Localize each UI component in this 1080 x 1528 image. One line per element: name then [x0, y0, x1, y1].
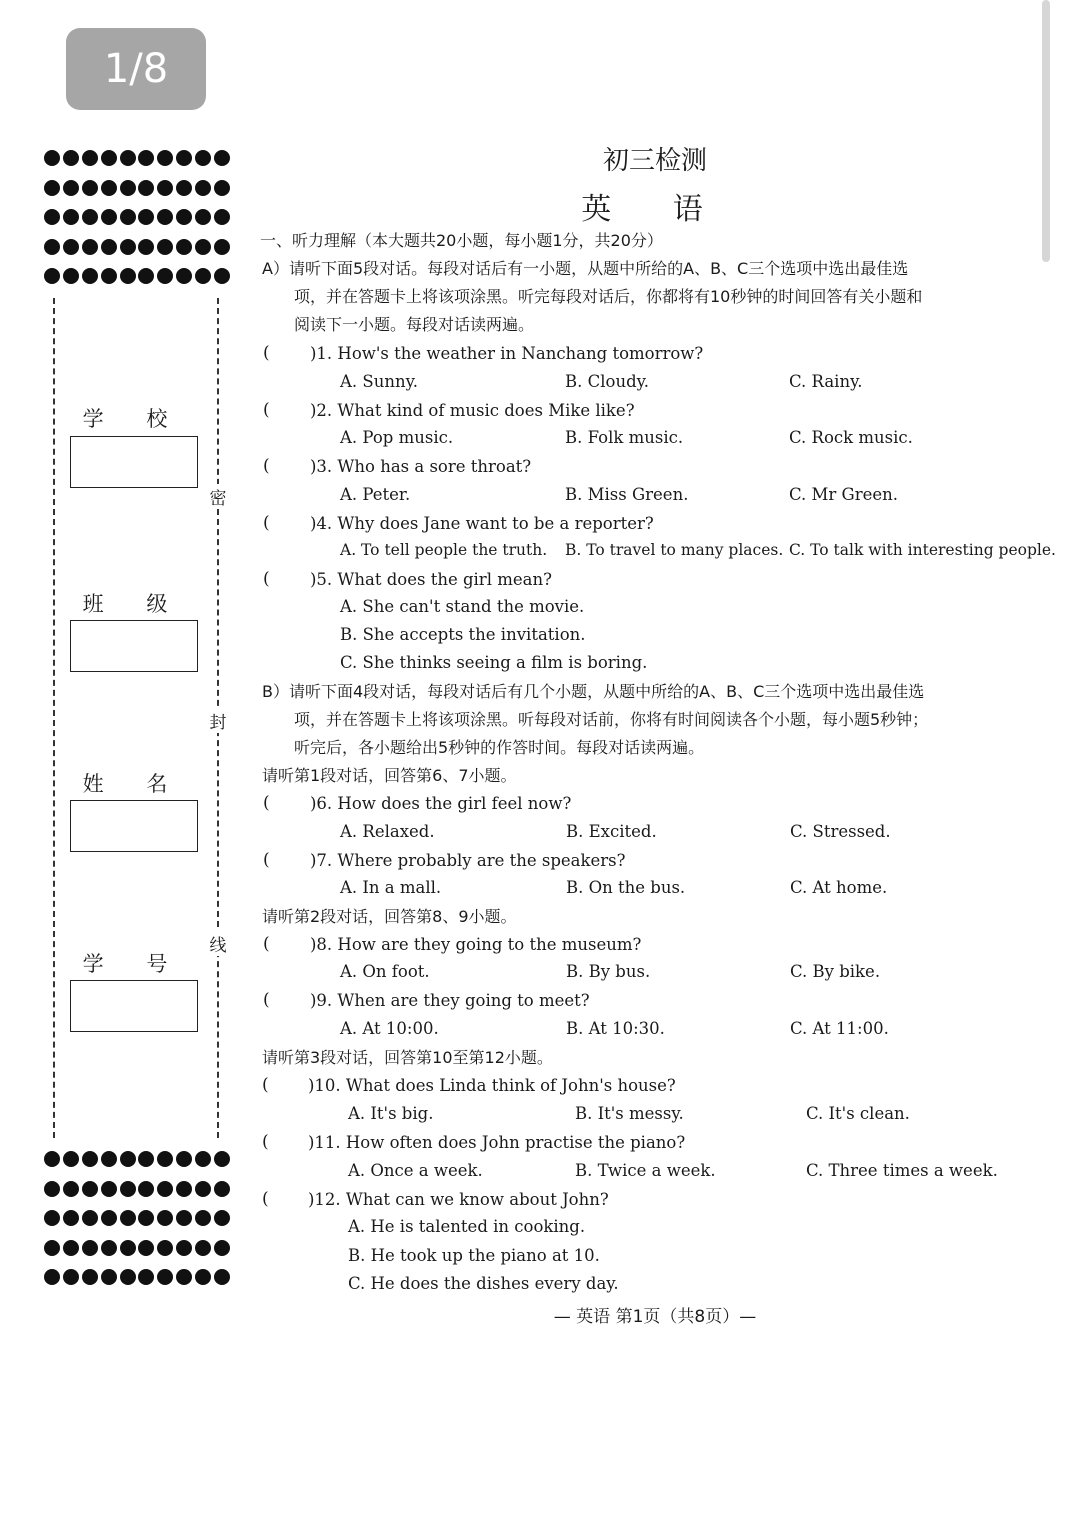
question-1-stem: )1. How's the weather in Nanchang tomorrow? [310, 344, 704, 363]
question-9-option-a: A. At 10:00. [340, 1019, 439, 1038]
binding-dots-top [44, 150, 230, 298]
question-5-option-a: A. She can't stand the movie. [340, 597, 585, 616]
question-9-option-c: C. At 11:00. [790, 1019, 889, 1038]
question-6-option-c: C. Stressed. [790, 822, 891, 841]
question-11-stem: )11. How often does John practise the piano? [308, 1133, 686, 1152]
answer-paren: ( [263, 400, 270, 420]
question-5-stem: )5. What does the girl mean? [310, 570, 552, 589]
page-indicator-badge: 1/8 [66, 28, 206, 110]
part-a-instruction-2: 项，并在答题卡上将该项涂黑。听完每段对话后，你都将有10秒钟的时间回答有关小题和 [294, 287, 923, 306]
question-1-option-c: C. Rainy. [789, 372, 863, 391]
seal-char-feng: 封 [207, 708, 229, 733]
section-heading: 一、听力理解（本大题共20小题，每小题1分，共20分） [260, 231, 663, 250]
question-10-stem: )10. What does Linda think of John's house? [308, 1076, 676, 1095]
part-a-instruction-1: A）请听下面5段对话。每段对话后有一小题，从题中所给的A、B、C三个选项中选出最佳选 [262, 259, 909, 278]
question-2-option-b: B. Folk music. [565, 428, 684, 447]
question-8-option-b: B. By bus. [566, 962, 651, 981]
question-3-option-b: B. Miss Green. [565, 485, 689, 504]
part-a-instruction-3: 阅读下一小题。每段对话读两遍。 [294, 315, 535, 334]
question-9-option-b: B. At 10:30. [566, 1019, 665, 1038]
part-b-instruction-2: 项，并在答题卡上将该项涂黑。听每段对话前，你将有时间阅读各个小题，每小题5秒钟； [294, 710, 929, 729]
subject-title: 英 语 [581, 192, 729, 227]
seal-char-xian: 线 [207, 931, 229, 956]
class-label: 班 级 [82, 592, 186, 616]
school-label: 学 校 [82, 407, 186, 431]
question-7-option-a: A. In a mall. [340, 878, 442, 897]
question-7-option-b: B. On the bus. [566, 878, 686, 897]
question-12-option-c: C. He does the dishes every day. [348, 1274, 619, 1293]
answer-paren: ( [263, 513, 270, 533]
question-10-option-a: A. It's big. [348, 1104, 434, 1123]
question-4-option-b: B. To travel to many places. [565, 541, 784, 559]
question-1-option-b: B. Cloudy. [565, 372, 650, 391]
dialog-1-instruction: 请听第1段对话，回答第6、7小题。 [262, 766, 517, 785]
answer-paren: ( [262, 1189, 269, 1209]
question-6-stem: )6. How does the girl feel now? [310, 794, 572, 813]
answer-paren: ( [263, 569, 270, 589]
exam-title: 初三检测 [602, 146, 707, 176]
class-field[interactable] [70, 620, 198, 672]
question-11-option-c: C. Three times a week. [806, 1161, 998, 1180]
student-id-label: 学 号 [82, 952, 186, 976]
question-5-option-b: B. She accepts the invitation. [340, 625, 586, 644]
question-3-option-a: A. Peter. [340, 485, 411, 504]
student-id-field[interactable] [70, 980, 198, 1032]
answer-paren: ( [263, 990, 270, 1010]
school-field[interactable] [70, 436, 198, 488]
answer-paren: ( [263, 456, 270, 476]
dialog-2-instruction: 请听第2段对话，回答第8、9小题。 [262, 907, 517, 926]
question-12-option-a: A. He is talented in cooking. [348, 1217, 586, 1236]
question-8-option-c: C. By bike. [790, 962, 881, 981]
answer-paren: ( [263, 850, 270, 870]
question-10-option-c: C. It's clean. [806, 1104, 910, 1123]
binding-dashed-line-left [53, 298, 55, 1138]
question-6-option-a: A. Relaxed. [340, 822, 435, 841]
question-10-option-b: B. It's messy. [575, 1104, 684, 1123]
question-6-option-b: B. Excited. [566, 822, 657, 841]
answer-paren: ( [263, 934, 270, 954]
question-4-option-c: C. To talk with interesting people. [789, 541, 1056, 559]
question-8-option-a: A. On foot. [340, 962, 430, 981]
page-footer: — 英语 第1页（共8页）— [553, 1307, 757, 1327]
question-9-stem: )9. When are they going to meet? [310, 991, 590, 1010]
question-7-option-c: C. At home. [790, 878, 888, 897]
part-b-instruction-1: B）请听下面4段对话，每段对话后有几个小题，从题中所给的A、B、C三个选项中选出最佳选 [262, 682, 925, 701]
question-4-option-a: A. To tell people the truth. [340, 541, 548, 559]
name-label: 姓 名 [82, 772, 186, 796]
question-11-option-a: A. Once a week. [348, 1161, 483, 1180]
question-5-option-c: C. She thinks seeing a film is boring. [340, 653, 648, 672]
question-4-stem: )4. Why does Jane want to be a reporter? [310, 514, 654, 533]
answer-paren: ( [263, 343, 270, 363]
question-2-option-a: A. Pop music. [340, 428, 454, 447]
question-1-option-a: A. Sunny. [340, 372, 418, 391]
question-3-option-c: C. Mr Green. [789, 485, 899, 504]
question-8-stem: )8. How are they going to the museum? [310, 935, 642, 954]
question-11-option-b: B. Twice a week. [575, 1161, 716, 1180]
answer-paren: ( [262, 1075, 269, 1095]
question-12-stem: )12. What can we know about John? [308, 1190, 609, 1209]
question-12-option-b: B. He took up the piano at 10. [348, 1246, 600, 1265]
seal-char-mi: 密 [207, 484, 229, 509]
question-2-stem: )2. What kind of music does Mike like? [310, 401, 635, 420]
question-2-option-c: C. Rock music. [789, 428, 913, 447]
binding-dots-bottom [44, 1151, 230, 1299]
answer-paren: ( [262, 1132, 269, 1152]
question-7-stem: )7. Where probably are the speakers? [310, 851, 626, 870]
dialog-3-instruction: 请听第3段对话，回答第10至第12小题。 [262, 1048, 553, 1067]
question-3-stem: )3. Who has a sore throat? [310, 457, 532, 476]
name-field[interactable] [70, 800, 198, 852]
answer-paren: ( [263, 793, 270, 813]
part-b-instruction-3: 听完后，各小题给出5秒钟的作答时间。每段对话读两遍。 [294, 738, 705, 757]
